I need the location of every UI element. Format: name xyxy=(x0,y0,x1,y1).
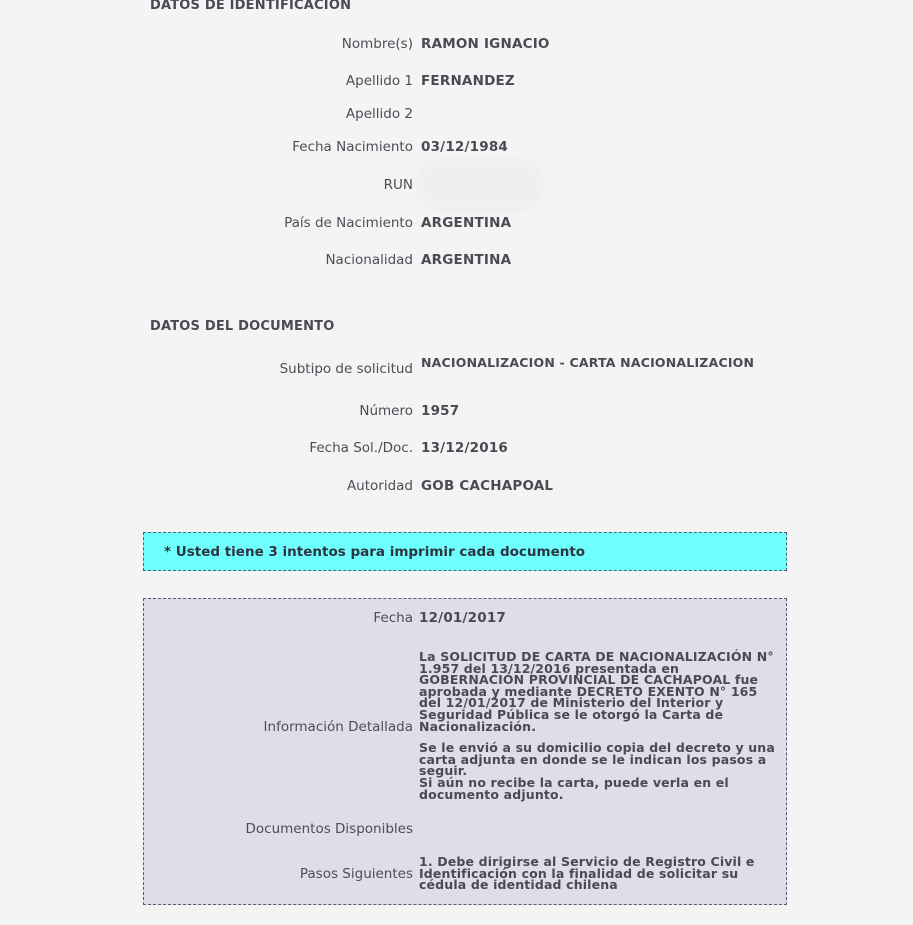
detail-info-label: Información Detallada xyxy=(263,719,413,735)
field-label: Nombre(s) xyxy=(341,36,413,52)
detail-info-paragraph-1: La SOLICITUD DE CARTA DE NACIONALIZACIÓN N° 1.957 del 13/12/2016 presentada en GOBERNACIÓN PROVINCIAL DE CACHAPOAL fue aprobada y mediante DECRETO EXENTO N° 165 del 12/01/2017 de Ministerio del Interior y Seguridad Pública se le otorgó la Carta de Nacionalización. xyxy=(419,649,774,734)
field-value: NACIONALIZACION - CARTA NACIONALIZACION xyxy=(421,355,755,370)
detail-info-paragraph-2: Se le envió a su domicilio copia del decreto y una carta adjunta en donde se le indican los pasos a seguir. xyxy=(419,740,775,779)
field-label: Nacionalidad xyxy=(325,252,413,268)
detail-fecha-value: 12/01/2017 xyxy=(419,610,507,626)
field-label: Número xyxy=(359,403,413,419)
field-label: País de Nacimiento xyxy=(284,215,413,231)
redacted-run-blur xyxy=(416,158,544,212)
field-value: ARGENTINA xyxy=(421,215,512,231)
detail-pasos-label: Pasos Siguientes xyxy=(299,866,413,882)
field-label: Fecha Nacimiento xyxy=(292,139,413,155)
field-label: Fecha Sol./Doc. xyxy=(309,440,413,456)
notice-text: * Usted tiene 3 intentos para imprimir cada documento xyxy=(164,544,586,560)
detail-pasos-value: 1. Debe dirigirse al Servicio de Registro Civil e Identificación con la finalidad de solicitar su cédula de identidad chilena xyxy=(419,854,755,893)
field-value: 1957 xyxy=(421,403,460,419)
field-value: FERNANDEZ xyxy=(421,73,515,89)
detail-fecha-label: Fecha xyxy=(373,610,413,626)
detail-docs-label: Documentos Disponibles xyxy=(245,821,413,837)
field-label: Subtipo de solicitud xyxy=(279,361,413,377)
detail-info-paragraph-3: Si aún no recibe la carta, puede verla en el documento adjunto. xyxy=(419,774,729,802)
field-label: RUN xyxy=(383,177,413,193)
field-label: Apellido 2 xyxy=(345,106,413,122)
print-attempts-notice xyxy=(143,532,787,571)
field-value: 13/12/2016 xyxy=(421,440,509,456)
field-value: GOB CACHAPOAL xyxy=(421,478,554,494)
field-value: RAMON IGNACIO xyxy=(421,36,550,52)
field-value: 03/12/1984 xyxy=(421,139,509,155)
field-label: Autoridad xyxy=(346,478,413,494)
detail-info-text xyxy=(419,651,781,800)
field-label: Apellido 1 xyxy=(345,73,413,89)
field-value: ARGENTINA xyxy=(421,252,512,268)
section-title-documento: DATOS DEL DOCUMENTO xyxy=(150,319,335,334)
section-title-identificacion: DATOS DE IDENTIFICACION xyxy=(150,0,352,13)
